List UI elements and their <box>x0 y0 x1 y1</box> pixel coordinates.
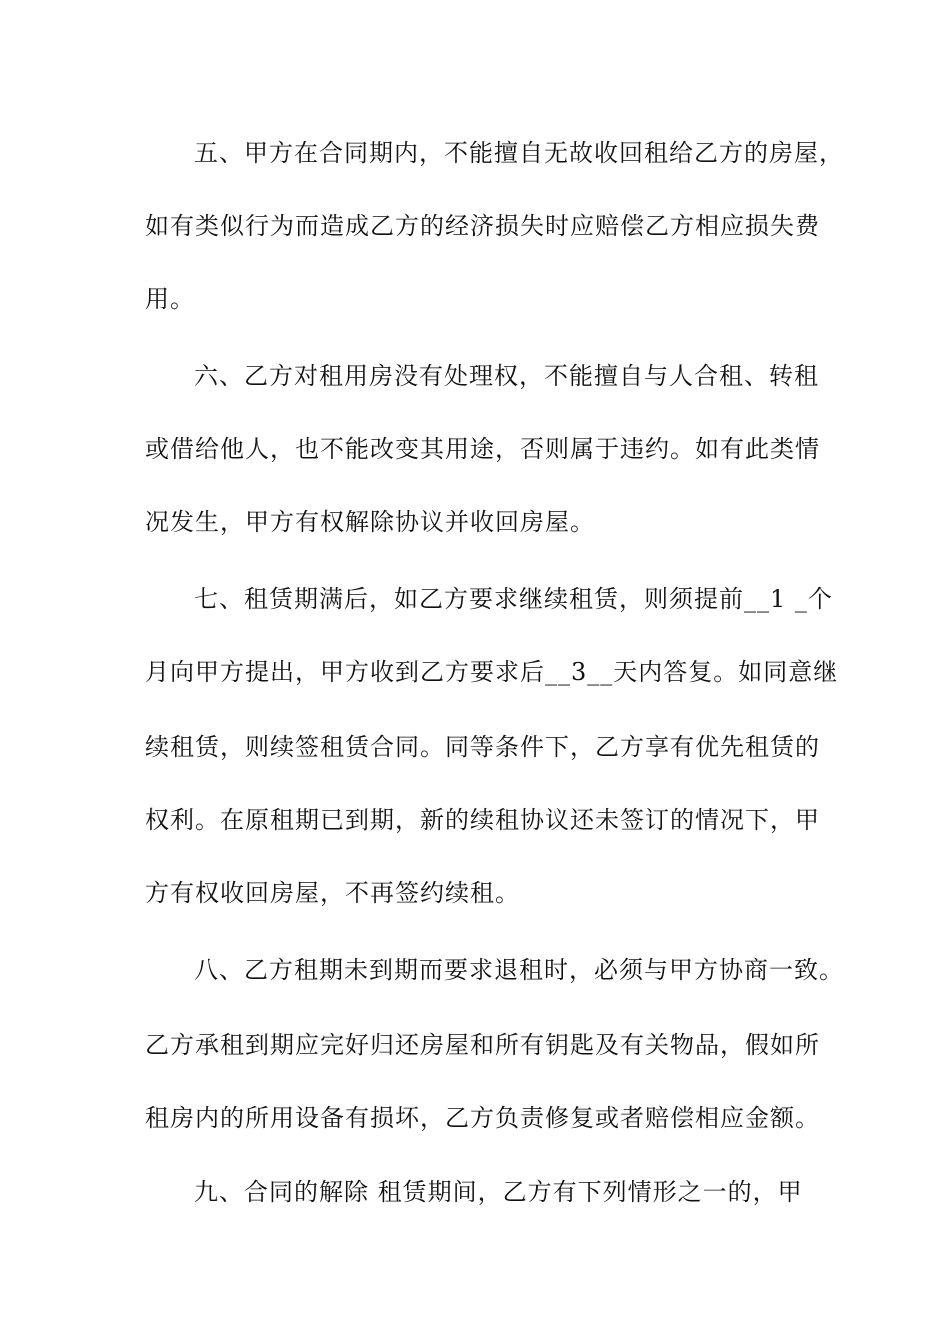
clause-7-line-2: 月向甲方提出，甲方收到乙方要求后__3__天内答复。如同意继 <box>145 658 839 686</box>
clause-8-line-3: 租房内的所用设备有损坏，乙方负责修复或者赔偿相应金额。 <box>145 1104 820 1132</box>
clause-5-line-2: 如有类似行为而造成乙方的经济损失时应赔偿乙方相应损失费 <box>145 212 820 240</box>
clause-6-line-1: 六、乙方对租用房没有处理权，不能擅自与人合租、转租 <box>194 362 819 390</box>
clause-5-line-3: 用。 <box>145 285 195 313</box>
clause-9-line-1: 九、合同的解除 租赁期间，乙方有下列情形之一的，甲 <box>194 1178 803 1206</box>
clause-7-line-5: 方有权收回房屋，不再签约续租。 <box>145 879 520 907</box>
clause-6-line-2: 或借给他人，也不能改变其用途，否则属于违约。如有此类情 <box>145 435 820 463</box>
clause-8-line-1: 八、乙方租期未到期而要求退租时，必须与甲方协商一致。 <box>194 956 844 984</box>
clause-7-line-3: 续租赁，则续签租赁合同。同等条件下，乙方享有优先租赁的 <box>145 733 820 761</box>
clause-7-line-1: 七、租赁期满后，如乙方要求继续租赁，则须提前__1 _个 <box>194 585 833 613</box>
clause-8-line-2: 乙方承租到期应完好归还房屋和所有钥匙及有关物品，假如所 <box>145 1031 820 1059</box>
clause-7-line-4: 权利。在原租期已到期，新的续租协议还未签订的情况下，甲 <box>145 806 820 834</box>
clause-6-line-3: 况发生，甲方有权解除协议并收回房屋。 <box>145 508 595 536</box>
clause-5-line-1: 五、甲方在合同期内，不能擅自无故收回租给乙方的房屋， <box>194 139 844 167</box>
